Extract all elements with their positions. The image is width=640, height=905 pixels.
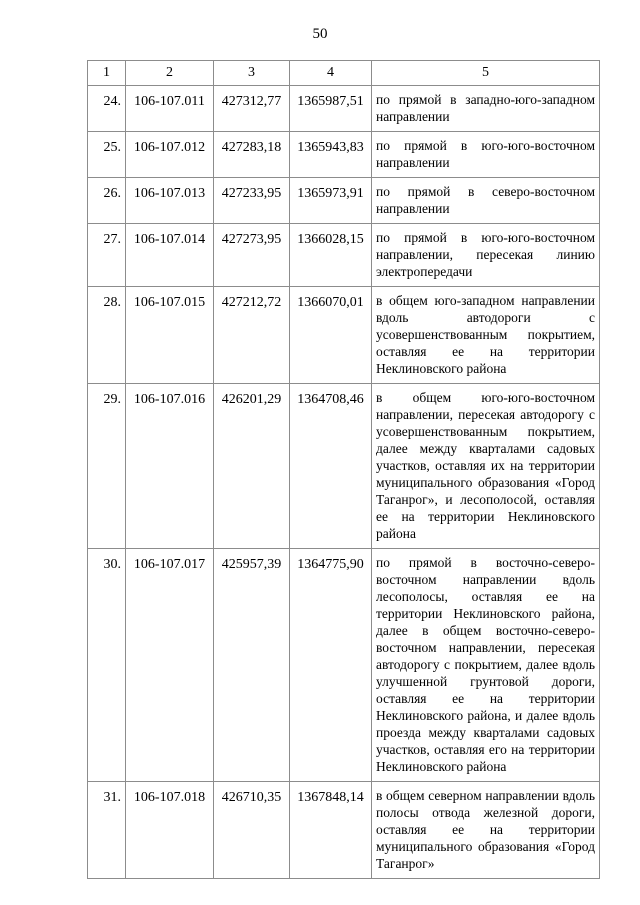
table-row <box>88 224 600 287</box>
table-row <box>88 287 600 384</box>
coordinates-table <box>87 60 600 879</box>
segment-description: в общем юго-западном направлении вдоль автодороги с усовершенствованным покрытием, оставляя ее на территории Неклиновского района <box>372 287 600 384</box>
coordinate-y: 1366028,15 <box>290 224 372 287</box>
page-number: 50 <box>312 26 328 42</box>
point-code: 106-107.013 <box>126 178 214 224</box>
column-header-5: 5 <box>372 61 600 86</box>
coordinate-y: 1367848,14 <box>290 782 372 879</box>
coordinate-x: 427283,18 <box>214 132 290 178</box>
column-header-3: 3 <box>214 61 290 86</box>
table-row <box>88 782 600 879</box>
point-code: 106-107.016 <box>126 384 214 549</box>
column-header-2: 2 <box>126 61 214 86</box>
row-number: 29. <box>88 384 126 549</box>
point-code: 106-107.015 <box>126 287 214 384</box>
coordinate-y: 1364708,46 <box>290 384 372 549</box>
coordinate-x: 427312,77 <box>214 86 290 132</box>
table-row <box>88 86 600 132</box>
row-number: 28. <box>88 287 126 384</box>
coordinate-x: 425957,39 <box>214 549 290 782</box>
point-code: 106-107.017 <box>126 549 214 782</box>
row-number: 27. <box>88 224 126 287</box>
column-header-1: 1 <box>88 61 126 86</box>
coordinate-x: 426710,35 <box>214 782 290 879</box>
point-code: 106-107.011 <box>126 86 214 132</box>
table-row <box>88 384 600 549</box>
coordinate-x: 427233,95 <box>214 178 290 224</box>
segment-description: по прямой в юго-юго-восточном направлении, пересекая линию электропередачи <box>372 224 600 287</box>
table-row <box>88 178 600 224</box>
segment-description: в общем юго-юго-восточном направлении, пересекая автодорогу с усовершенствованным покрытием, далее между кварталами садовых участков, оставляя их на территории муниципального образования «Город Таганрог», и лесополосой, оставляя ее на территории Неклиновского района <box>372 384 600 549</box>
column-header-4: 4 <box>290 61 372 86</box>
coordinate-x: 426201,29 <box>214 384 290 549</box>
row-number: 24. <box>88 86 126 132</box>
point-code: 106-107.012 <box>126 132 214 178</box>
segment-description: по прямой в западно-юго-западном направлении <box>372 86 600 132</box>
row-number: 25. <box>88 132 126 178</box>
coordinate-y: 1364775,90 <box>290 549 372 782</box>
row-number: 31. <box>88 782 126 879</box>
coordinate-y: 1365943,83 <box>290 132 372 178</box>
coordinate-y: 1366070,01 <box>290 287 372 384</box>
segment-description: по прямой в юго-юго-восточном направлении <box>372 132 600 178</box>
segment-description: по прямой в северо-восточном направлении <box>372 178 600 224</box>
point-code: 106-107.014 <box>126 224 214 287</box>
point-code: 106-107.018 <box>126 782 214 879</box>
table-header-row <box>88 61 600 86</box>
table-row <box>88 132 600 178</box>
row-number: 30. <box>88 549 126 782</box>
coordinate-x: 427212,72 <box>214 287 290 384</box>
segment-description: в общем северном направлении вдоль полосы отвода железной дороги, оставляя ее на территории муниципального образования «Город Таганрог» <box>372 782 600 879</box>
segment-description: по прямой в восточно-северо-восточном направлении вдоль лесополосы, оставляя ее на территории Неклиновского района, далее в общем восточно-северо-восточном направлении, пересекая автодорогу с покрытием, далее вдоль улучшенной грунтовой дороги, оставляя ее на территории Неклиновского района, и далее вдоль проезда между кварталами садовых участков, оставляя его на территории Неклиновского района <box>372 549 600 782</box>
table-row <box>88 549 600 782</box>
coordinate-y: 1365973,91 <box>290 178 372 224</box>
row-number: 26. <box>88 178 126 224</box>
coordinate-x: 427273,95 <box>214 224 290 287</box>
coordinate-y: 1365987,51 <box>290 86 372 132</box>
